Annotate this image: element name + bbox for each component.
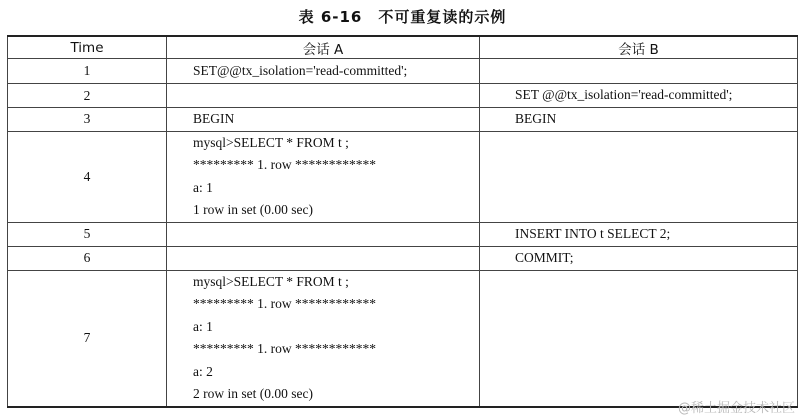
session-b-cell [480,59,798,84]
table-row [8,270,798,407]
code-line: COMMIT; [515,249,574,265]
code-line: ********* 1. row ************ [193,296,376,311]
code-line: mysql>SELECT * FROM t ; [193,134,349,150]
session-b-cell [480,222,798,246]
code-line: SET@@tx_isolation='read-committed'; [193,62,408,78]
table-row [8,59,798,84]
session-a-cell [167,131,480,222]
time-cell: 6 [8,246,167,270]
code-line: SET @@tx_isolation='read-committed'; [515,87,733,103]
header-row [8,36,798,59]
code-line: 1 row in set (0.00 sec) [193,202,313,217]
time-cell: 3 [8,108,167,132]
table-row [8,131,798,222]
session-a-cell [167,108,480,132]
code-line: BEGIN [193,111,235,126]
time-cell: 5 [8,222,167,246]
header-session-b: 会话 B [480,36,798,59]
example-table [7,35,798,408]
table-row [8,222,798,246]
code-line: INSERT INTO t SELECT 2; [515,225,671,241]
time-cell: 2 [8,84,167,108]
session-b-cell [480,270,798,407]
watermark: @稀土掘金技术社区 [677,401,795,416]
code-line: mysql>SELECT * FROM t ; [193,273,349,289]
table-row [8,108,798,132]
session-a-cell [167,222,480,246]
table-row [8,246,798,270]
code-line: ********* 1. row ************ [193,157,376,172]
session-b-cell [480,246,798,270]
code-line: BEGIN [515,111,557,126]
table-caption: 表 6-16 不可重复读的示例 [298,8,507,26]
session-b-cell [480,84,798,108]
code-line: a: 1 [193,318,213,334]
code-line: a: 1 [193,179,213,195]
session-b-cell [480,108,798,132]
session-b-cell [480,131,798,222]
header-time: Time [8,36,167,59]
session-a-cell [167,270,480,407]
session-a-cell [167,246,480,270]
session-a-cell [167,59,480,84]
time-cell: 4 [8,131,167,222]
table-row [8,84,798,108]
code-line: 2 row in set (0.00 sec) [193,386,313,401]
code-line: a: 2 [193,363,213,379]
time-cell: 1 [8,59,167,84]
time-cell: 7 [8,270,167,407]
code-line: ********* 1. row ************ [193,341,376,356]
header-session-a: 会话 A [167,36,480,59]
session-a-cell [167,84,480,108]
